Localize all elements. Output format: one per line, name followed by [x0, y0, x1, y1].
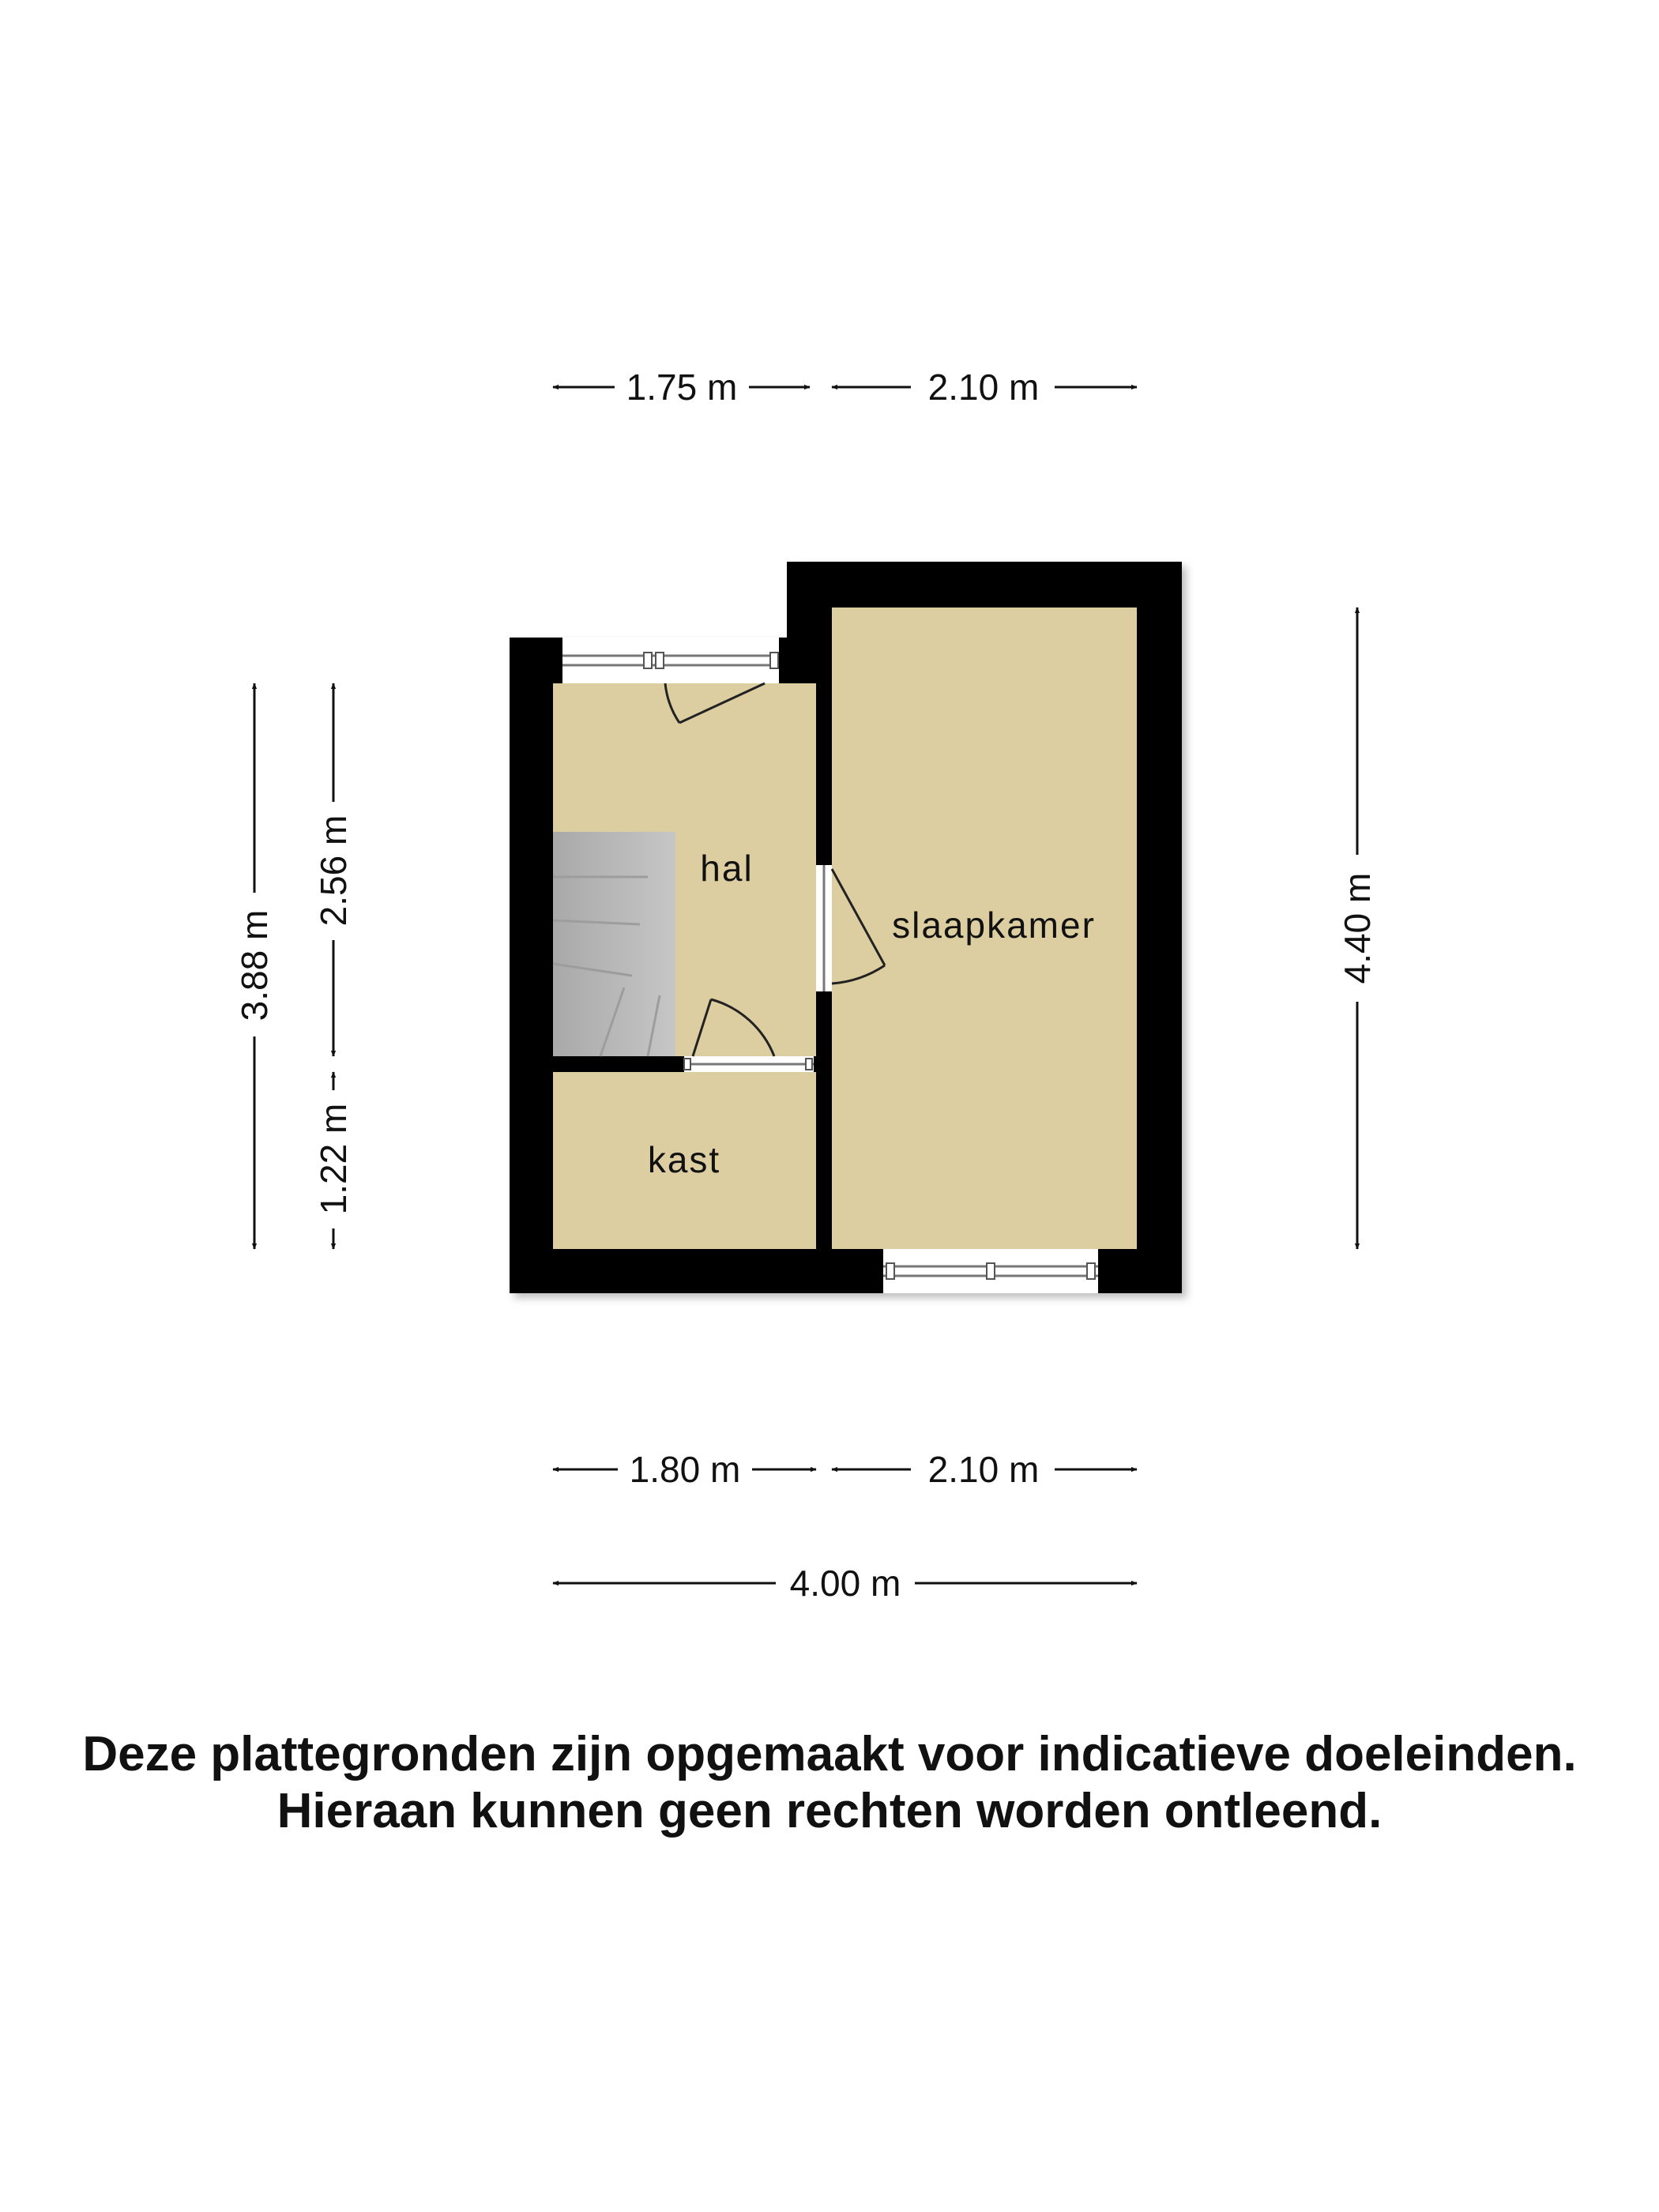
- dimension-label-left-outer: 3.88 m: [234, 909, 275, 1021]
- dimension-label-bottom-right: 2.10 m: [927, 1449, 1040, 1490]
- window-hal-top: [562, 638, 779, 683]
- disclaimer-line-1: Deze plattegronden zijn opgemaakt voor indicatieve doeleinden.: [82, 1727, 1577, 1781]
- dimension-label-top-left: 1.75 m: [626, 367, 738, 408]
- dimension-label-bottom-left: 1.80 m: [629, 1449, 741, 1490]
- disclaimer-line-2: Hieraan kunnen geen rechten worden ontleend.: [276, 1784, 1382, 1838]
- room-label-slaapkamer: slaapkamer: [892, 905, 1096, 946]
- dimension-label-bottom-total: 4.00 m: [789, 1563, 901, 1604]
- dimension-label-left-upper: 2.56 m: [313, 814, 354, 927]
- dimension-label-left-lower: 1.22 m: [313, 1103, 354, 1215]
- room-label-kast: kast: [647, 1139, 721, 1180]
- dimension-label-right: 4.40 m: [1337, 872, 1378, 984]
- room-label-hal: hal: [700, 848, 754, 889]
- stairs: [553, 832, 675, 1056]
- window-slaapkamer-bottom: [883, 1249, 1098, 1293]
- dimension-label-top-right: 2.10 m: [927, 367, 1040, 408]
